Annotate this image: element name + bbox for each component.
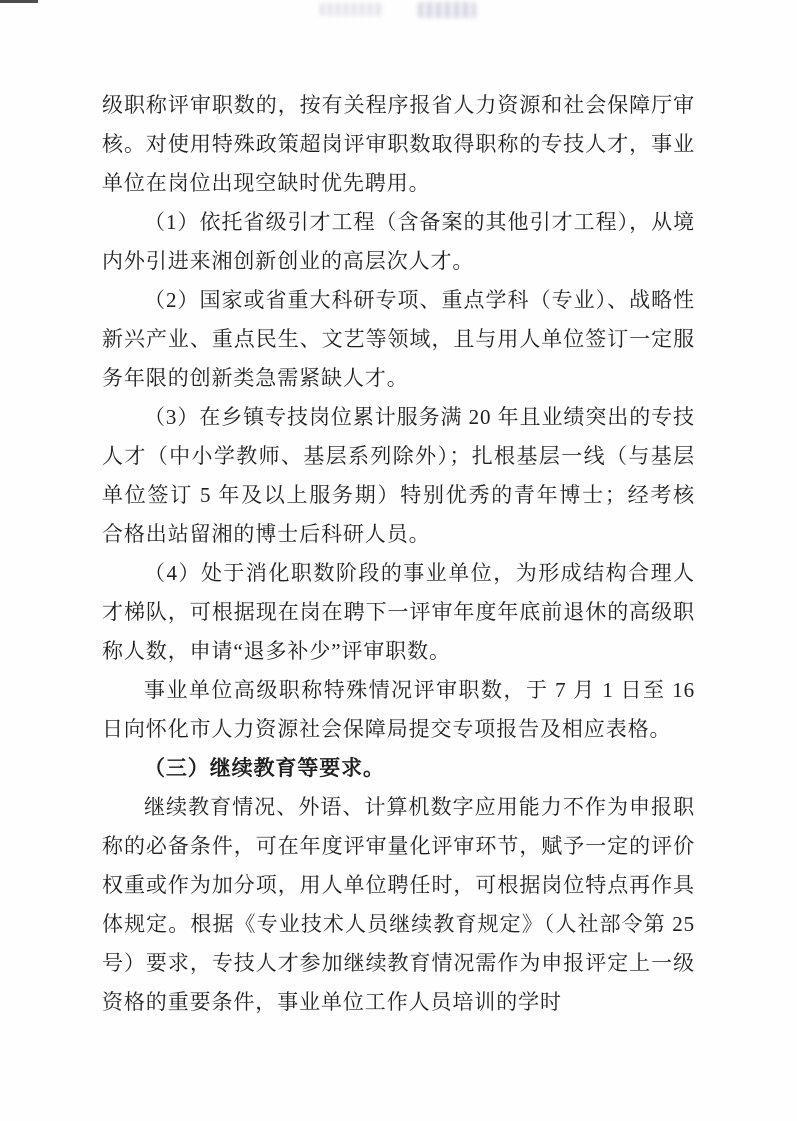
paragraph-continuing-education: 继续教育情况、外语、计算机数字应用能力不作为申报职称的必备条件，可在年度评审量化评审环节，赋予一定的评价权重或作为加分项，用人单位聘任时，可根据岗位特点再作具体规定。根据《专业技术人员继续教育规定》（人社部令第 25 号）要求，专技人才参加继续教育情况需作为申报评定上一级资格的重要条件，事业单位工作人员培训的学时 xyxy=(102,795,695,1014)
paragraph-item-2: （2）国家或省重大科研专项、重点学科（专业）、战略性新兴产业、重点民生、文艺等领域，且与用人单位签订一定服务年限的创新类急需紧缺人才。 xyxy=(102,288,695,390)
paragraph-item-1: （1）依托省级引才工程（含备案的其他引才工程），从境内外引进来湘创新创业的高层次人才。 xyxy=(102,210,695,273)
paragraph-continuation: 级职称评审职数的，按有关程序报省人力资源和社会保障厅审核。对使用特殊政策超岗评审职数取得职称的专技人才，事业单位在岗位出现空缺时优先聘用。 xyxy=(102,93,695,195)
scan-edge-mark xyxy=(0,0,38,3)
paragraph-deadline: 事业单位高级职称特殊情况评审职数，于 7 月 1 日至 16 日向怀化市人力资源社会保障局提交专项报告及相应表格。 xyxy=(102,678,695,741)
scan-smudge-right xyxy=(418,2,476,18)
section-heading-3: （三）继续教育等要求。 xyxy=(144,756,385,780)
document-body xyxy=(102,86,695,1022)
paragraph-item-4: （4）处于消化职数阶段的事业单位，为形成结构合理人才梯队，可根据现在岗在聘下一评审年度年底前退休的高级职称人数，申请“退多补少”评审职数。 xyxy=(102,561,695,663)
paragraph-item-3: （3）在乡镇专技岗位累计服务满 20 年且业绩突出的专技人才（中小学教师、基层系列除外）；扎根基层一线（与基层单位签订 5 年及以上服务期）特别优秀的青年博士；经考核合格出站留湘的博士后科研人员。 xyxy=(102,405,695,546)
scan-smudge-left xyxy=(320,3,384,16)
